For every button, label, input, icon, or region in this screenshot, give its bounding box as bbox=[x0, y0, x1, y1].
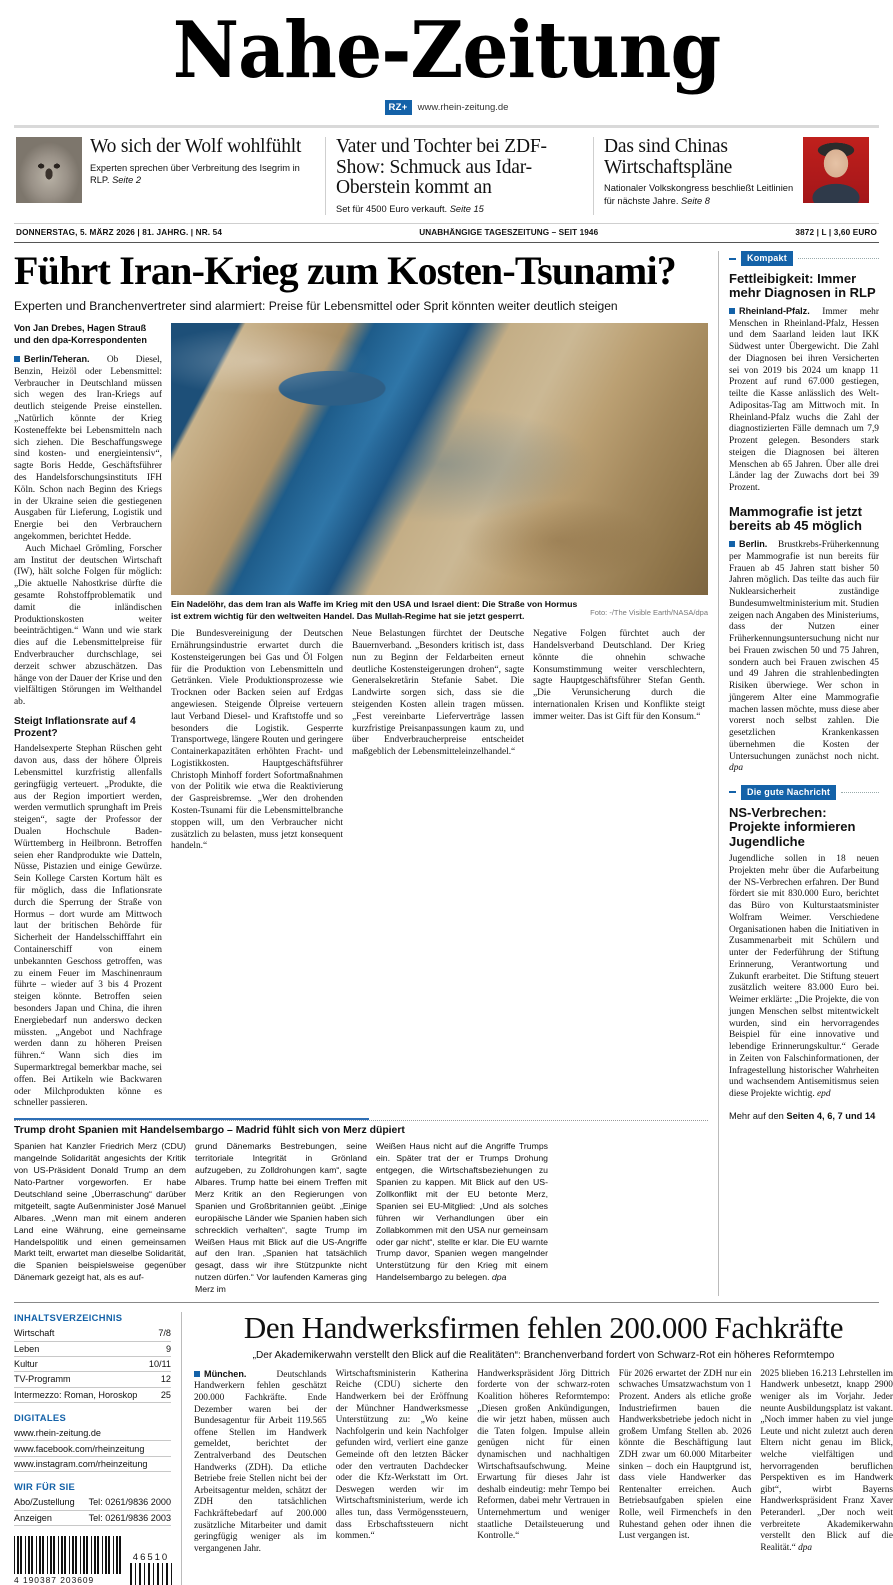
service-value: Tel: 0261/9836 2003 bbox=[88, 1512, 171, 1523]
strait-of-hormuz-satellite-photo bbox=[171, 323, 708, 595]
sidebar-item-text: Jugendliche sollen in 18 neuen Projekten mehr über die Aufarbeitung der NS-Verbrechen erfahren. Der Bund fördert sie mit 830.000 Euro, berichtet das Büro von Kulturstaatsminister Wolfram Weimer. Verschiedene Organisationen haben die Initiativen in Zusammenarbeit mit Schülern und unter der Federführung der Stiftung Erinnerung, Verantwortung und Zukunft erarbeitet. Die Stiftung steuert zusätzlich weitere 83.000 Euro bei. Weimer erklärte: „Die Projekte, die von jungen Menschen selbst mitentwickelt wurden, sind ein hervorragendes Beispiel für eine innovative und lebendige Erinnerungskultur.“ Gerade in Zeiten von Falschinformationen, der Infragestellung historischer Wahrheiten und wachsendem Antisemitismus seien diese Projekte wichtig. bbox=[729, 854, 879, 1100]
sidebar-item-body bbox=[729, 854, 879, 1101]
sub-article-headline: Trump droht Spanien mit Handelsembargo – Madrid fühlt sich von Merz düpiert bbox=[14, 1125, 405, 1137]
teaser-dek bbox=[90, 162, 315, 187]
sidebar-item-ns-verbrechen[interactable] bbox=[729, 806, 879, 1101]
toc-label: Wirtschaft bbox=[14, 1328, 55, 1339]
bottom-column-4 bbox=[619, 1369, 752, 1556]
ean-barcode-number: 4 190387 203609 bbox=[14, 1574, 95, 1585]
toc-row[interactable] bbox=[14, 1342, 171, 1357]
main-body bbox=[14, 243, 879, 1296]
toc-row[interactable] bbox=[14, 1388, 171, 1403]
lead-column-1 bbox=[14, 323, 162, 1110]
issue-price: 3872 | L | 3,60 EURO bbox=[795, 228, 877, 238]
section-subhead: Steigt Inflationsrate auf 4 Prozent? bbox=[14, 715, 136, 740]
bottom-column-1 bbox=[194, 1369, 327, 1556]
newspaper-title: Nahe-Zeitung bbox=[172, 5, 721, 96]
toc-row[interactable] bbox=[14, 1372, 171, 1387]
toc-label: Kultur bbox=[14, 1359, 38, 1370]
bottom-article-handwerk bbox=[181, 1312, 893, 1585]
sidebar-kompakt bbox=[718, 251, 879, 1296]
toc-label: Intermezzo: Roman, Horoskop bbox=[14, 1389, 138, 1400]
bottom-column-3 bbox=[477, 1369, 610, 1556]
continuation-label: Mehr auf den bbox=[729, 1110, 787, 1121]
lead-paragraph: Negative Folgen fürchtet auch der Handelsverband Deutschland. Der Krieg könnte die ohnehin schwache Konsumstimmung weiter verschlechtern, sagte Hauptgeschäftsführer Stefan Genth. „Die Verunsicherung durch die internationalen Krisen und Konflikte steigt immer weiter. Das ist Gift für den Konsum.“ bbox=[533, 629, 705, 722]
service-label: Abo/Zustellung bbox=[14, 1497, 75, 1508]
agency-credit: dpa bbox=[798, 1542, 813, 1553]
dateline-location: Berlin/Teheran. bbox=[24, 354, 90, 365]
toc-title: INHALTSVERZEICHNIS bbox=[14, 1312, 123, 1324]
service-row bbox=[14, 1495, 171, 1510]
teaser-headline: Wo sich der Wolf wohlfühlt bbox=[90, 136, 302, 158]
teaser-dek bbox=[336, 203, 583, 215]
bottom-text: Deutschlands Handwerkern fehlen geschätzt 200.000 Fachkräfte. Ende Dezember waren bei der Bundesagentur für Arbeit 119.565 offene Stellen im Handwerk gemeldet, berichtet der Zentralverband des Deutschen Handwerks (ZDH). Da etliche Betriebe freie Stellen nicht bei der Arbeitsagentur melden, schätzt der ZDH den tatsächlichen Fachkräftebedarf auf 200.000 zusätzliche Mitarbeiter und damit geringfügig weniger als im vergangenen Jahr. bbox=[194, 1369, 327, 1554]
kicker-leader-line bbox=[729, 791, 736, 793]
toc-label: TV-Programm bbox=[14, 1374, 71, 1385]
toc-page: 10/11 bbox=[148, 1359, 171, 1370]
sidebar-item-mammografie[interactable] bbox=[729, 505, 879, 775]
teaser-strip bbox=[14, 128, 879, 223]
masthead bbox=[14, 0, 879, 115]
rz-plus-badge[interactable]: RZ+ bbox=[385, 100, 412, 115]
masthead-subline bbox=[14, 100, 879, 115]
service-row bbox=[14, 1511, 171, 1526]
teaser-page-ref: Seite 8 bbox=[681, 195, 710, 206]
agency-credit: epd bbox=[817, 1089, 831, 1100]
lead-paragraph: Neue Belastungen fürchtet der Deutsche Bauernverband. „Besonders kritisch ist, dass nun zu Beginn der Feldarbeiten erneut deutliche Kostensteigerungen drohen“, sagte Generalsekretärin Stefanie Sabet. Die Landwirte sorgen sich, dass sie die steigenden Kosten allein tragen müssen. „Fest vereinbarte Lieferverträge lassen kurzfristige Preisanpassungen kaum zu, und über Endverbraucherpreise entscheidet maßgeblich der Lebensmitteleinzelhandel.“ bbox=[352, 629, 524, 758]
teaser-dek-text: Set für 4500 Euro verkauft. bbox=[336, 204, 450, 215]
lead-column-2 bbox=[171, 629, 343, 853]
bottom-article-subheadline: „Der Akademikerwahn verstellt den Blick auf die Realitäten“: Branchenverband fordert von Schwarz-Rot ein höheres Reformtempo bbox=[252, 1349, 835, 1361]
teaser-page-ref: Seite 15 bbox=[449, 204, 484, 215]
photo-caption bbox=[171, 595, 708, 622]
toc-row[interactable] bbox=[14, 1326, 171, 1341]
masthead-url[interactable]: www.rhein-zeitung.de bbox=[417, 102, 509, 114]
lead-paragraph: Auch Michael Grömling, Forscher am Institut der deutschen Wirtschaft (IW), hält solche Folgen für möglich: „Die aktuelle Nahostkrise dürfte die gesamte Rohstoffproblematik und damit die inländischen Produktionskosten weiter beeinträchtigen.“ Wann und wie stark dies auf die Lebensmittelpreise für Endverbraucher durchschlage, sei derzeit schwer abzuschätzen. Das hänge von der Dauer der Krise und den vielfältigen Störungen im Welthandel ab. bbox=[14, 543, 162, 708]
paper-slogan: UNABHÄNGIGE TAGESZEITUNG – SEIT 1946 bbox=[419, 228, 599, 238]
service-value: Tel: 0261/9836 2000 bbox=[88, 1497, 171, 1508]
sidebar-item-text: Immer mehr Menschen in Rheinland-Pfalz, Hessen und dem Saarland leiden laut IKK Südwest unter Übergewicht. Die Zahl der Diagnosen bei ihren Versicherten sei von 2019 bis 2024 um knapp 11 Prozent auf rund 67.000 gestiegen, teilte die Kasse anlässlich des Welt-Adipositas-Tag am Mittwoch mit. In Rheinland-Pfalz wuchs die Zahl der diagnostizierten Fälle demnach um 7,9 Prozent gelegen. Besonders stark steigen die Diagnosen bei älteren Menschen ab 65 Jahren. Über alle drei Länder lag der Zuwachs dort bei 39 Prozent. bbox=[729, 306, 879, 494]
lead-paragraph: Die Bundesvereinigung der Deutschen Ernährungsindustrie erwartet durch die Kostensteigerungen bei Gas und Öl Folgen für die Produktion von Lebensmitteln und Getränken. Viele Produktionsprozesse wie Trocknen oder Backen seien auf Erdgas angewiesen. Steigende Ölpreise verteuern laut Verband Diesel- und Kraftstoffe und so besonders die Logistik. Gesperrte Transportwege, längere Routen und geringere Containerkapazitäten erhöhten Fracht- und Logistikkosten. Hauptgeschäftsführer Christoph Minhoff fordert Sofortmaßnahmen von der Politik wie etwa die Reaktivierung der Gaspreisbremse. „Wer den drohenden Kosten-Tsunami für die Lebensmittelbranche stoppen will, um den Verbraucher nicht zusätzlich zu belasten, muss jetzt konsequent handeln.“ bbox=[171, 629, 343, 852]
lead-text: Ob Diesel, Benzin, Heizöl oder Lebensmittel: Verbraucher in Deutschland müssen sich wegen des Iran-Kriegs auf deutlich steigende Preise einstellen. „Natürlich könnte der Krieg Kosteneffekte bei Lebensmitteln nach sich ziehen. Die Beschaffungswege sind kosten- und energieintensiv“, sagte Boris Hedde, Geschäftsführer des Handelsforschungsinstituts IFH Köln. Schon nach Beginn des Kriegs in der Ukraine seien die gestiegenen Ausgaben für Lieferung, Logistik und Energie bei den Verbrauchern angekommen, berichtet Hedde. bbox=[14, 355, 162, 543]
dateline-location: Berlin. bbox=[739, 539, 768, 550]
teaser-zdf[interactable] bbox=[326, 137, 594, 215]
digital-link[interactable]: www.rhein-zeitung.de bbox=[14, 1426, 171, 1441]
kicker-trailing-rule bbox=[841, 792, 879, 793]
sidebar-item-headline: NS-Verbrechen: Projekte informieren Jugendliche bbox=[729, 804, 856, 849]
teaser-china[interactable] bbox=[594, 137, 879, 215]
kicker-gute-nachricht bbox=[729, 785, 879, 800]
photo-credit: Foto: -/The Visible Earth/NASA/dpa bbox=[590, 608, 708, 618]
wolf-photo bbox=[16, 137, 82, 203]
service-label: Anzeigen bbox=[14, 1512, 52, 1523]
bottom-column-2 bbox=[336, 1369, 469, 1556]
lead-continuation-ref[interactable] bbox=[729, 1111, 879, 1121]
sidebar-item-text: Brustkrebs-Früherkennung per Mammografie ist nun bereits für Frauen ab 45 Jahren statt bisher 50 Jahren möglich. Das teilte das auch für Nuklearsicherheit zuständige Bundesumweltministerium mit. Studien zeigen nach Angaben des Ministeriums, dass der Nutzen einer Früherkennungsuntersuchung nicht nur bei Frauen zwischen 50 und 75 Jahren, sondern auch bei Frauen zwischen 45 und 49 Jahren die strahlenbedingten Risiken überwiege. Wer schon in jüngerem Alter eine Mammografie machen lassen möchte, muss diese aber vorerst noch selbst zahlen. Die gesetzlichen Krankenkassen übernehmen die Kosten der Untersuchungen zunächst noch nicht. bbox=[729, 540, 879, 762]
toc-row[interactable] bbox=[14, 1357, 171, 1372]
sub-article-trump bbox=[14, 1118, 708, 1296]
lead-paragraph bbox=[14, 354, 162, 544]
digital-title: DIGITALES bbox=[14, 1412, 67, 1423]
toc-label: Leben bbox=[14, 1343, 40, 1354]
toc-page: 7/8 bbox=[158, 1328, 171, 1339]
bottom-column-5 bbox=[760, 1369, 893, 1556]
teaser-dek-text: Nationaler Volkskongress beschließt Leitlinien für nächste Jahre. bbox=[604, 183, 794, 206]
teaser-page-ref: Seite 2 bbox=[112, 175, 142, 186]
lead-column-3 bbox=[352, 629, 524, 853]
square-bullet-icon bbox=[729, 541, 735, 547]
lead-column-4 bbox=[533, 629, 705, 853]
teaser-wolf[interactable] bbox=[14, 137, 326, 215]
toc-page: 12 bbox=[160, 1374, 171, 1385]
sidebar-item-body bbox=[729, 306, 879, 495]
xi-jinping-photo bbox=[803, 137, 869, 203]
service-title: WIR FÜR SIE bbox=[14, 1481, 76, 1493]
square-bullet-icon bbox=[729, 308, 735, 314]
lead-subheadline: Experten und Branchenvertreter sind alarmiert: Preise für Lebensmittel oder Sprit könnten weiter deutlich steigen bbox=[14, 299, 618, 314]
lead-paragraph: Handelsexperte Stephan Rüschen geht davon aus, dass der höhere Ölpreis Lebensmittel kurzfristig allenfalls geringfügig verteuert. „Produkte, die aus der Region importiert werden, werden vermutlich sprunghaft im Preis steigen“, sagte der Professor der Dualen Hochschule Baden-Württemberg in Heilbronn. Betroffen seien eher Randprodukte wie Datteln, Nüsse, Pistazien und einige Gewürze. Sein Kollege Carsten Kortum hält es für möglich, dass die Inflationsrate durch die Sperrung der Straße von Hormus – dort wurde am Mittwoch laut der britischen Behörde für Sicherheit der Handelsschifffahrt ein Containerschiff von einem unbekannten Geschoss getroffen, was zu einem Feuer im Maschinenraum führte – wieder auf 3 bis 4 Prozent steigen könnte. Betroffen seien besonders Japan und China, die ihren Energiebedarf nun anderswo decken müssten. „Angebot und Nachfrage werden dann zu höheren Preisen führen.“ Wann sich dies im Supermarktregal bemerkbar mache, sei offen. Bei Artikeln wie Backwaren oder Milchprodukten könne es schneller passieren. bbox=[14, 744, 162, 1109]
continuation-pages: Seiten 4, 6, 7 und 14 bbox=[786, 1110, 876, 1121]
sub-article-column-2: grund Dänemarks Bestrebungen, seine territoriale Integrität in Grönland aufzugeben, zu Zolldrohungen kam“, sagte Albares. Trump hatte bei einem Treffen mit Merz Kritik an den Regierungen von Spanien und Großbritannien geübt. „Einige europäische Länder wie Spanien haben sich schrecklich verhalten“, sagte Trump im Weißen Haus mit Blick auf die US-Angriffe auf den Iran. „Spanien hat tatsächlich gesagt, dass wir ihre Stützpunkte nicht nutzen dürfen.“ Vor laufenden Kameras ging Merz im bbox=[195, 1141, 367, 1295]
lead-lower-columns bbox=[171, 622, 708, 853]
square-bullet-icon bbox=[194, 1371, 200, 1377]
dateline-bar bbox=[14, 224, 879, 242]
bottom-package bbox=[14, 1303, 893, 1585]
issue-date: DONNERSTAG, 5. MÄRZ 2026 | 81. JAHRG. | NR. 54 bbox=[16, 228, 223, 238]
teaser-dek bbox=[604, 182, 795, 207]
barcode-area bbox=[14, 1536, 171, 1585]
kicker-leader-line bbox=[729, 258, 736, 260]
sidebar-item-headline: Fettleibigkeit: Immer mehr Diagnosen in RLP bbox=[729, 270, 876, 301]
bottom-paragraph: Für 2026 erwartet der ZDH nur ein schwaches Umsatzwachstum von 1 Prozent. Anders als etliche große Industriefirmen bauen die Handwerksbetriebe jedoch nicht in großem Umfang Stellen ab. 2026 könnte die Beschäftigung laut ZDH zwar um 60.000 Mitarbeiter sinken – doch ein Hauptgrund ist, dass viele Handwerker das Rentenalter erreichen. Auch Betriebsaufgaben spielen eine Rolle, weil Firmenchefs in den Ruhestand gehen oder ihnen die Lust vergangen ist. bbox=[618, 1368, 752, 1542]
addon-barcode-number: 46510 bbox=[132, 1551, 170, 1563]
teaser-headline: Vater und Tochter bei ZDF-Show: Schmuck aus Idar-Oberstein kommt an bbox=[336, 136, 547, 199]
kicker-kompakt bbox=[729, 251, 879, 266]
kicker-label: Die gute Nachricht bbox=[741, 785, 836, 800]
digital-link[interactable]: www.instagram.com/rheinzeitung bbox=[14, 1457, 171, 1472]
sidebar-item-headline: Mammografie ist jetzt bereits ab 45 möglich bbox=[729, 503, 862, 534]
agency-credit: dpa bbox=[729, 763, 744, 774]
bottom-paragraph bbox=[194, 1369, 327, 1556]
byline: Von Jan Drebes, Hagen Strauß und den dpa-Korrespondenten bbox=[14, 323, 147, 346]
ean-barcode bbox=[14, 1536, 122, 1574]
bottom-article-headline: Den Handwerksfirmen fehlen 200.000 Fachkräfte bbox=[243, 1310, 844, 1346]
table-of-contents bbox=[14, 1312, 181, 1585]
dateline-location: München. bbox=[204, 1368, 247, 1379]
toc-page: 9 bbox=[165, 1343, 171, 1354]
dateline-location: Rheinland-Pfalz. bbox=[739, 305, 810, 316]
sub-article-column-1: Spanien hat Kanzler Friedrich Merz (CDU) mangelnde Solidarität angesichts der Kritik von US-Präsident Donald Trump an dem Nato-Partner vorgeworfen. Er habe Deutschland seine „Überraschung“ darüber mitgeteilt, sagte Außenminister José Manuel Albares. „Wenn man mit einem anderen Land eine Währung, eine gemeinsame Handelspolitik und einen gemeinsamen Markt teilt, erwartet man dieselbe Solidarität, die Spanien beispielsweise gegenüber Dänemark gezeigt hat, als es auf- bbox=[14, 1141, 186, 1283]
sidebar-item-body bbox=[729, 539, 879, 775]
kicker-label: Kompakt bbox=[741, 251, 793, 266]
teaser-headline: Das sind Chinas Wirtschaftspläne bbox=[604, 136, 733, 178]
toc-page: 25 bbox=[160, 1389, 171, 1400]
caption-text: Ein Nadelöhr, das dem Iran als Waffe im Krieg mit den USA und Israel dient: Die Straße von Hormus ist extrem wichtig für den weltweiten Handel. Das Mullah-Regime hat sie jetzt gesperrt. bbox=[171, 599, 578, 621]
sub-article-column-3 bbox=[376, 1141, 548, 1296]
digital-link[interactable]: www.facebook.com/rheinzeitung bbox=[14, 1441, 171, 1456]
teaser-dek-text: Experten sprechen über Verbreitung des Isegrim in RLP. bbox=[90, 162, 300, 186]
page-title: Führt Iran-Krieg zum Kosten-Tsunami? bbox=[14, 248, 676, 294]
bottom-paragraph: Wirtschaftsministerin Katherina Reiche (CDU) sicherte den Handwerkern bei der Eröffnung der Münchner Handwerksmesse Unterstützung zu: „Wo keine Nachfolgerin und kein Nachfolger gefunden wird, verliert eine ganze Gemeinde oft den letzten Bäcker oder den vertrauten Dachdecker oder die Kfz-Werkstatt im Ort. Deswegen werden wir im Wirtschaftsministerium, werde ich alles tun, dass Vermögenssteuern, dass Erbschaftssteuern nicht kommen.“ bbox=[335, 1368, 469, 1542]
bottom-text: 2025 blieben 16.213 Lehrstellen im Handwerk unbesetzt, knapp 2900 weniger als im Vorjahr. Jeder neunte Ausbildungsplatz ist vakant. „Noch immer haben zu viel junge Leute und nicht zuletzt auch deren Eltern nicht genau im Blick, welche vielfältigen und hervorragenden beruflichen Perspektiven es im Handwerk gibt“, wirbt Bayerns Handwerkspräsident Franz Xaver Peteranderl. „Der noch weit verbreitete Akademikerwahn verstellt den Blick auf die Realität.“ bbox=[760, 1368, 893, 1553]
bottom-paragraph: Handwerkspräsident Jörg Dittrich forderte von der schwarz-roten Koalition höheres Reformtempo: „Diesen großen Ankündigungen, die wir jetzt haben, müssen auch die Taten folgen. Impulse allein genügen nicht für einen dynamischen und nachhaltigen Wirtschaftsaufschwung. Meine Erwartung für dieses Jahr ist deshalb eindeutig: mehr Tempo bei Reformen, dabei mehr Vertrauen in Unternehmertum und weniger staatliche Detailsteuerung und Kontrolle.“ bbox=[477, 1368, 610, 1542]
sidebar-item-fettleibigkeit[interactable] bbox=[729, 272, 879, 495]
sub-article-text: Weißen Haus nicht auf die Angriffe Trumps ein. Später trat der er Trumps Drohung entgegen, die Wirtschaftsbeziehungen zu Spanien zu kappen. Mit Blick auf den US-Zollkonflikt mit der EU betonte Merz, Spanien sei EU-Mitglied: „Und als solches führen wir Verhandlungen über ein Zollabkommen mit den USA nur gemeinsam oder gar nicht“, stellte er klar. Die EU warnte Trump davor, Spanien wegen mangelnder Unterstützung für den Krieg mit einem Handelsembargo zu belegen. bbox=[376, 1141, 548, 1283]
bottom-paragraph bbox=[760, 1369, 893, 1555]
kicker-trailing-rule bbox=[798, 258, 879, 259]
agency-credit: dpa bbox=[491, 1272, 507, 1283]
square-bullet-icon bbox=[14, 356, 20, 362]
addon-barcode bbox=[130, 1563, 172, 1585]
lead-photo-block bbox=[171, 323, 708, 1110]
lead-article bbox=[14, 248, 718, 1296]
